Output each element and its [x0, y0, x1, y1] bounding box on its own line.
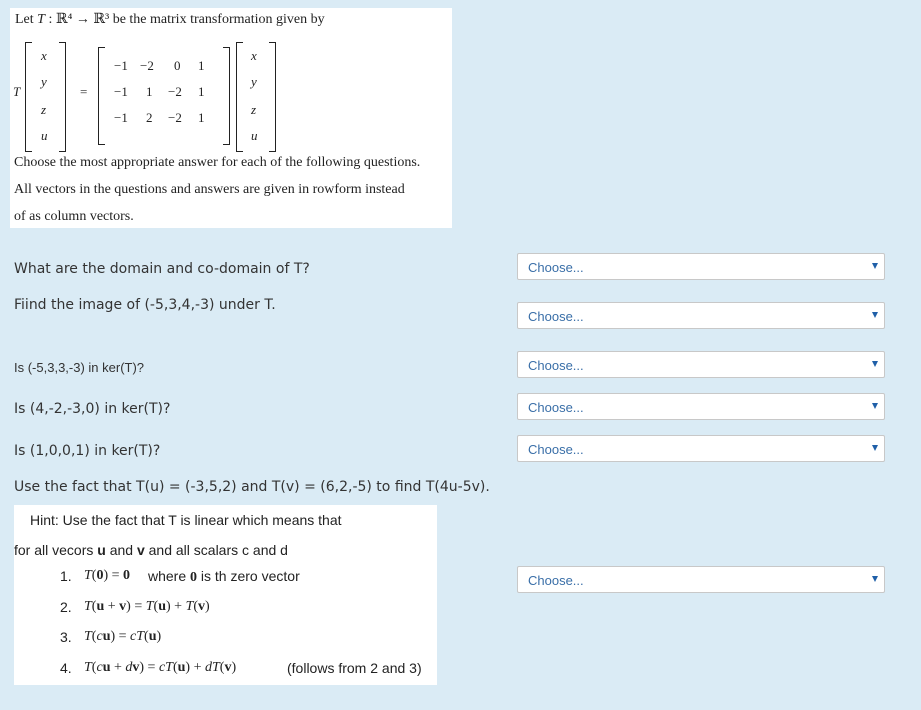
answer-select-linear-combination[interactable]: Choose... — [517, 566, 885, 593]
answer-select-kernel-2[interactable]: Choose... — [517, 393, 885, 420]
hint-item-math: T(u + v) = T(u) + T(v) — [84, 599, 210, 614]
right-vector-bracket-close — [269, 42, 276, 152]
left-vector-bracket-open — [25, 42, 32, 152]
instruction-line-3: of as column vectors. — [14, 209, 134, 224]
input-vector-u: u — [41, 128, 48, 143]
matrix-cell: −1 — [114, 110, 128, 125]
right-vector-x: x — [251, 48, 257, 63]
matrix-bracket-open — [98, 47, 105, 145]
dropdown-arrow-icon — [872, 576, 878, 582]
matrix-cell: −2 — [168, 110, 182, 125]
left-vector-bracket-close — [59, 42, 66, 152]
question-linear-combination: Use the fact that T(u) = (-3,5,2) and T(v) = (6,2,-5) to find T(4u-5v). — [14, 479, 490, 495]
hint-item-number: 3. — [60, 629, 72, 645]
instruction-line-1: Choose the most appropriate answer for each of the following questions. — [14, 155, 421, 170]
answer-select-image[interactable]: Choose... — [517, 302, 885, 329]
dropdown-arrow-icon — [872, 361, 878, 367]
equals-sign: = — [80, 84, 88, 99]
hint-item-number: 1. — [60, 568, 72, 584]
matrix-bracket-close — [223, 47, 230, 145]
hint-box — [14, 505, 437, 685]
matrix-cell: 2 — [146, 110, 153, 125]
matrix-cell: −2 — [140, 58, 154, 73]
problem-statement — [10, 8, 452, 228]
matrix-cell: 1 — [198, 110, 205, 125]
hint-item-note: (follows from 2 and 3) — [287, 660, 422, 676]
right-vector-bracket-open — [236, 42, 243, 152]
hint-item-note: where 0 is th zero vector — [148, 568, 300, 585]
hint-item-number: 2. — [60, 599, 72, 615]
matrix-equation — [10, 38, 452, 158]
hint-item-math: T(0) = 0 — [84, 568, 131, 583]
dropdown-arrow-icon — [872, 403, 878, 409]
input-vector-z: z — [41, 102, 47, 117]
hint-line-1: Hint: Use the fact that T is linear which means that — [30, 512, 342, 528]
input-vector-x: x — [41, 48, 47, 63]
right-vector-y: y — [251, 74, 257, 89]
hint-item-math: T(cu) = cT(u) — [84, 629, 162, 644]
matrix-cell: −2 — [168, 84, 182, 99]
right-vector-z: z — [251, 102, 257, 117]
input-vector-y: y — [41, 74, 47, 89]
question-kernel-3: Is (1,0,0,1) in ker(T)? — [14, 443, 161, 459]
matrix-cell: 1 — [198, 58, 205, 73]
intro-line: Let T : ℝ⁴ → ℝ³ be the matrix transformation given by — [15, 12, 325, 27]
right-vector-u: u — [251, 128, 258, 143]
answer-select-kernel-3[interactable]: Choose... — [517, 435, 885, 462]
matrix-cell: 1 — [146, 84, 153, 99]
question-domain-codomain: What are the domain and co-domain of T? — [14, 261, 310, 277]
hint-item-number: 4. — [60, 660, 72, 676]
answer-select-kernel-1[interactable]: Choose... — [517, 351, 885, 378]
hint-item-math: T(cu + dv) = cT(u) + dT(v) — [84, 660, 237, 675]
instruction-line-2: All vectors in the questions and answers are given in rowform instead — [14, 182, 405, 197]
matrix-cell: 1 — [198, 84, 205, 99]
question-image: Fiind the image of (-5,3,4,-3) under T. — [14, 297, 276, 313]
dropdown-arrow-icon — [872, 312, 878, 318]
question-kernel-1: Is (-5,3,3,-3) in ker(T)? — [14, 360, 145, 375]
dropdown-arrow-icon — [872, 445, 878, 451]
answer-select-domain-codomain[interactable]: Choose... — [517, 253, 885, 280]
question-kernel-2: Is (4,-2,-3,0) in ker(T)? — [14, 401, 171, 417]
hint-line-2: for all vecors u and v and all scalars c and d — [14, 542, 288, 558]
dropdown-arrow-icon — [872, 263, 878, 269]
matrix-cell: 0 — [174, 58, 181, 73]
matrix-cell: −1 — [114, 84, 128, 99]
transform-label: T — [13, 84, 21, 99]
matrix-cell: −1 — [114, 58, 128, 73]
